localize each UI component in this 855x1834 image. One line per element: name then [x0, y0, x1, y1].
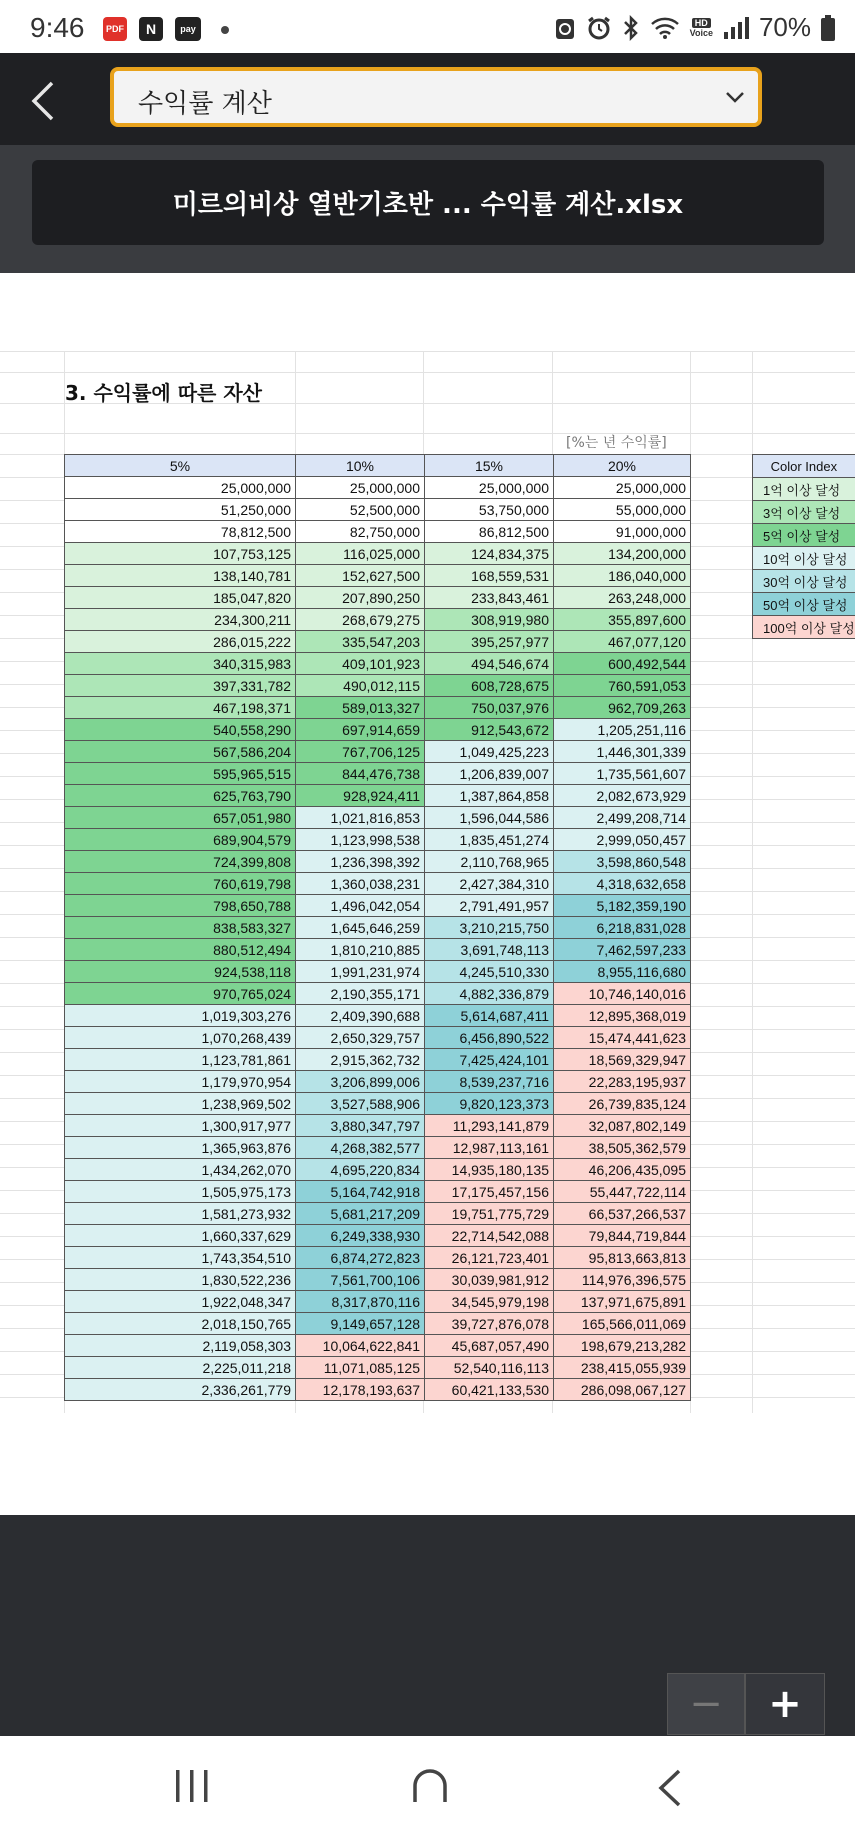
legend-row: [753, 547, 855, 570]
table-cell[interactable]: 494,546,674: [425, 653, 554, 675]
table-cell[interactable]: 55,447,722,114: [554, 1181, 691, 1203]
table-cell[interactable]: 34,545,979,198: [425, 1291, 554, 1313]
table-cell[interactable]: 1,496,042,054: [296, 895, 425, 917]
legend-item[interactable]: 100억 이상 달성: [753, 616, 855, 639]
pdf-notification-icon: PDF: [103, 17, 127, 41]
table-cell[interactable]: 6,874,272,823: [296, 1247, 425, 1269]
table-row: [65, 983, 691, 1005]
table-row: [65, 851, 691, 873]
table-cell[interactable]: 355,897,600: [554, 609, 691, 631]
table-cell[interactable]: 268,679,275: [296, 609, 425, 631]
table-cell[interactable]: 38,505,362,579: [554, 1137, 691, 1159]
hd-label: HD: [692, 18, 711, 28]
table-row: [65, 829, 691, 851]
pay-notification-icon: pay: [175, 17, 201, 41]
table-row: [65, 1181, 691, 1203]
table-cell[interactable]: 2,110,768,965: [425, 851, 554, 873]
table-cell[interactable]: 3,527,588,906: [296, 1093, 425, 1115]
table-cell[interactable]: 760,619,798: [65, 873, 296, 895]
table-cell[interactable]: 5,614,687,411: [425, 1005, 554, 1027]
table-cell[interactable]: 51,250,000: [65, 499, 296, 521]
row-gridline: [0, 433, 855, 434]
status-bar: [0, 0, 855, 53]
signal-icon: [723, 16, 749, 40]
table-row: [65, 499, 691, 521]
table-cell[interactable]: 4,268,382,577: [296, 1137, 425, 1159]
table-cell[interactable]: 1,596,044,586: [425, 807, 554, 829]
table-cell[interactable]: 134,200,000: [554, 543, 691, 565]
recycle-icon: [554, 15, 576, 41]
table-cell[interactable]: 6,218,831,028: [554, 917, 691, 939]
table-cell[interactable]: 207,890,250: [296, 587, 425, 609]
table-row: [65, 1027, 691, 1049]
table-cell[interactable]: 4,318,632,658: [554, 873, 691, 895]
table-cell[interactable]: 25,000,000: [296, 477, 425, 499]
table-cell[interactable]: 1,365,963,876: [65, 1137, 296, 1159]
system-navigation-bar: [0, 1736, 855, 1834]
table-cell[interactable]: 52,500,000: [296, 499, 425, 521]
table-cell[interactable]: 1,123,781,861: [65, 1049, 296, 1071]
table-cell[interactable]: 724,399,808: [65, 851, 296, 873]
sheet-note: [%는 년 수익률]: [566, 435, 667, 451]
table-cell[interactable]: 1,123,998,538: [296, 829, 425, 851]
table-cell[interactable]: 397,331,782: [65, 675, 296, 697]
bluetooth-icon: [622, 15, 640, 41]
table-cell[interactable]: 608,728,675: [425, 675, 554, 697]
legend-row: [753, 616, 855, 639]
table-cell[interactable]: 3,691,748,113: [425, 939, 554, 961]
color-index-legend: [752, 454, 855, 639]
table-cell[interactable]: 52,540,116,113: [425, 1357, 554, 1379]
table-cell[interactable]: 1,360,038,231: [296, 873, 425, 895]
table-cell[interactable]: 595,965,515: [65, 763, 296, 785]
status-time: 9:46: [30, 12, 85, 43]
legend-header-row: [753, 455, 855, 478]
table-cell[interactable]: 95,813,663,813: [554, 1247, 691, 1269]
table-cell[interactable]: 838,583,327: [65, 917, 296, 939]
table-cell[interactable]: 22,714,542,088: [425, 1225, 554, 1247]
table-row: [65, 653, 691, 675]
table-cell[interactable]: 26,121,723,401: [425, 1247, 554, 1269]
table-cell[interactable]: 1,660,337,629: [65, 1225, 296, 1247]
table-cell[interactable]: 5,681,217,209: [296, 1203, 425, 1225]
table-row: [65, 1379, 691, 1401]
table-cell[interactable]: 25,000,000: [425, 477, 554, 499]
table-header-row: [65, 455, 691, 477]
chevron-down-icon: [724, 87, 746, 107]
table-cell[interactable]: 53,750,000: [425, 499, 554, 521]
table-cell[interactable]: 308,919,980: [425, 609, 554, 631]
table-cell[interactable]: 45,687,057,490: [425, 1335, 554, 1357]
table-cell[interactable]: 82,750,000: [296, 521, 425, 543]
table-cell[interactable]: 689,904,579: [65, 829, 296, 851]
table-cell[interactable]: 924,538,118: [65, 961, 296, 983]
legend-row: [753, 570, 855, 593]
recent-apps-icon[interactable]: [172, 1768, 212, 1804]
legend-row: [753, 524, 855, 547]
table-cell[interactable]: 767,706,125: [296, 741, 425, 763]
table-cell[interactable]: 467,077,120: [554, 631, 691, 653]
table-cell[interactable]: 8,539,237,716: [425, 1071, 554, 1093]
table-row: [65, 1115, 691, 1137]
table-cell[interactable]: 1,179,970,954: [65, 1071, 296, 1093]
table-cell[interactable]: 5,164,742,918: [296, 1181, 425, 1203]
table-cell[interactable]: 114,976,396,575: [554, 1269, 691, 1291]
table-cell[interactable]: 25,000,000: [554, 477, 691, 499]
table-cell[interactable]: 490,012,115: [296, 675, 425, 697]
table-cell[interactable]: 3,210,215,750: [425, 917, 554, 939]
table-row: [65, 543, 691, 565]
table-body: [65, 477, 691, 1401]
column-header[interactable]: 15%: [425, 455, 554, 477]
table-cell[interactable]: 1,743,354,510: [65, 1247, 296, 1269]
table-cell[interactable]: 3,206,899,006: [296, 1071, 425, 1093]
table-cell[interactable]: 6,249,338,930: [296, 1225, 425, 1247]
table-cell[interactable]: 1,206,839,007: [425, 763, 554, 785]
table-row: [65, 1049, 691, 1071]
table-row: [65, 1137, 691, 1159]
table-cell[interactable]: 233,843,461: [425, 587, 554, 609]
table-cell[interactable]: 10,064,622,841: [296, 1335, 425, 1357]
table-cell[interactable]: 10,746,140,016: [554, 983, 691, 1005]
table-cell[interactable]: 8,955,116,680: [554, 961, 691, 983]
table-cell[interactable]: 600,492,544: [554, 653, 691, 675]
table-cell[interactable]: 2,119,058,303: [65, 1335, 296, 1357]
table-cell[interactable]: 1,830,522,236: [65, 1269, 296, 1291]
table-row: [65, 477, 691, 499]
table-cell[interactable]: 30,039,981,912: [425, 1269, 554, 1291]
zoom-in-button[interactable]: +: [745, 1673, 825, 1735]
table-cell[interactable]: 86,812,500: [425, 521, 554, 543]
table-row: [65, 1269, 691, 1291]
table-cell[interactable]: 3,880,347,797: [296, 1115, 425, 1137]
table-row: [65, 763, 691, 785]
table-cell[interactable]: 11,293,141,879: [425, 1115, 554, 1137]
alarm-icon: [586, 15, 612, 41]
table-cell[interactable]: 8,317,870,116: [296, 1291, 425, 1313]
table-row: [65, 521, 691, 543]
table-cell[interactable]: 107,753,125: [65, 543, 296, 565]
table-cell[interactable]: 66,537,266,537: [554, 1203, 691, 1225]
table-cell[interactable]: 12,895,368,019: [554, 1005, 691, 1027]
home-icon[interactable]: [410, 1768, 450, 1804]
table-cell[interactable]: 760,591,053: [554, 675, 691, 697]
legend-row: [753, 501, 855, 524]
table-cell[interactable]: 17,175,457,156: [425, 1181, 554, 1203]
table-cell[interactable]: 589,013,327: [296, 697, 425, 719]
table-row: [65, 1291, 691, 1313]
table-cell[interactable]: 91,000,000: [554, 521, 691, 543]
table-cell[interactable]: 2,082,673,929: [554, 785, 691, 807]
table-cell[interactable]: 2,427,384,310: [425, 873, 554, 895]
table-cell[interactable]: 2,650,329,757: [296, 1027, 425, 1049]
legend-header[interactable]: Color Index: [753, 455, 855, 478]
legend-row: [753, 478, 855, 501]
table-cell[interactable]: 3,598,860,548: [554, 851, 691, 873]
returns-table: [64, 454, 691, 1401]
table-cell[interactable]: 152,627,500: [296, 565, 425, 587]
table-cell[interactable]: 165,566,011,069: [554, 1313, 691, 1335]
legend-row: [753, 593, 855, 616]
file-title-bar: [0, 145, 855, 273]
table-cell[interactable]: 2,999,050,457: [554, 829, 691, 851]
table-cell[interactable]: 168,559,531: [425, 565, 554, 587]
table-row: [65, 895, 691, 917]
table-row: [65, 1203, 691, 1225]
table-cell[interactable]: 4,695,220,834: [296, 1159, 425, 1181]
table-cell[interactable]: 14,935,180,135: [425, 1159, 554, 1181]
sheet-selector-value: 수익률 계산: [138, 89, 272, 119]
table-cell[interactable]: 409,101,923: [296, 653, 425, 675]
table-cell[interactable]: 186,040,000: [554, 565, 691, 587]
table-cell[interactable]: 32,087,802,149: [554, 1115, 691, 1137]
table-cell[interactable]: 567,586,204: [65, 741, 296, 763]
table-cell[interactable]: 2,499,208,714: [554, 807, 691, 829]
table-row: [65, 917, 691, 939]
battery-icon: [821, 15, 835, 41]
table-cell[interactable]: 7,561,700,106: [296, 1269, 425, 1291]
table-cell[interactable]: 1,300,917,977: [65, 1115, 296, 1137]
table-cell[interactable]: 1,238,969,502: [65, 1093, 296, 1115]
table-cell[interactable]: 1,835,451,274: [425, 829, 554, 851]
wifi-icon: [650, 16, 680, 40]
table-cell[interactable]: 1,387,864,858: [425, 785, 554, 807]
table-row: [65, 807, 691, 829]
table-cell[interactable]: 12,987,113,161: [425, 1137, 554, 1159]
table-cell[interactable]: 340,315,983: [65, 653, 296, 675]
table-cell[interactable]: 6,456,890,522: [425, 1027, 554, 1049]
table-cell[interactable]: 928,924,411: [296, 785, 425, 807]
legend-item[interactable]: 3억 이상 달성: [753, 501, 855, 524]
table-cell[interactable]: 286,098,067,127: [554, 1379, 691, 1401]
table-cell[interactable]: 1,049,425,223: [425, 741, 554, 763]
legend-item[interactable]: 5억 이상 달성: [753, 524, 855, 547]
table-cell[interactable]: 1,446,301,339: [554, 741, 691, 763]
table-cell[interactable]: 625,763,790: [65, 785, 296, 807]
sheet-section-title: 3. 수익률에 따른 자산: [65, 381, 262, 405]
table-cell[interactable]: 1,021,816,853: [296, 807, 425, 829]
legend-item[interactable]: 10억 이상 달성: [753, 547, 855, 570]
table-cell[interactable]: 540,558,290: [65, 719, 296, 741]
table-row: [65, 1159, 691, 1181]
table-row: [65, 1005, 691, 1027]
table-cell[interactable]: 138,140,781: [65, 565, 296, 587]
table-row: [65, 961, 691, 983]
table-cell[interactable]: 5,182,359,190: [554, 895, 691, 917]
table-cell[interactable]: 185,047,820: [65, 587, 296, 609]
table-cell[interactable]: 2,225,011,218: [65, 1357, 296, 1379]
sheet-selector-dropdown[interactable]: [110, 67, 762, 127]
table-cell[interactable]: 1,205,251,116: [554, 719, 691, 741]
table-cell[interactable]: 26,739,835,124: [554, 1093, 691, 1115]
table-cell[interactable]: 1,922,048,347: [65, 1291, 296, 1313]
table-cell[interactable]: 1,019,303,276: [65, 1005, 296, 1027]
table-cell[interactable]: 750,037,976: [425, 697, 554, 719]
table-cell[interactable]: 39,727,876,078: [425, 1313, 554, 1335]
back-icon[interactable]: [655, 1768, 685, 1808]
table-cell[interactable]: 395,257,977: [425, 631, 554, 653]
table-cell[interactable]: 234,300,211: [65, 609, 296, 631]
back-arrow-icon[interactable]: [26, 79, 62, 123]
table-cell[interactable]: 2,018,150,765: [65, 1313, 296, 1335]
table-cell[interactable]: 116,025,000: [296, 543, 425, 565]
table-cell[interactable]: 467,198,371: [65, 697, 296, 719]
column-header[interactable]: 10%: [296, 455, 425, 477]
table-row: [65, 1247, 691, 1269]
table-cell[interactable]: 19,751,775,729: [425, 1203, 554, 1225]
table-row: [65, 675, 691, 697]
table-cell[interactable]: 1,810,210,885: [296, 939, 425, 961]
table-cell[interactable]: 238,415,055,939: [554, 1357, 691, 1379]
table-cell[interactable]: 970,765,024: [65, 983, 296, 1005]
table-row: [65, 609, 691, 631]
hd-voice-icon: [690, 18, 713, 38]
table-row: [65, 697, 691, 719]
table-row: [65, 1093, 691, 1115]
table-cell[interactable]: 9,149,657,128: [296, 1313, 425, 1335]
table-cell[interactable]: 60,421,133,530: [425, 1379, 554, 1401]
table-cell[interactable]: 12,178,193,637: [296, 1379, 425, 1401]
legend-item[interactable]: 30억 이상 달성: [753, 570, 855, 593]
table-cell[interactable]: 15,474,441,623: [554, 1027, 691, 1049]
table-cell[interactable]: 2,409,390,688: [296, 1005, 425, 1027]
table-cell[interactable]: 11,071,085,125: [296, 1357, 425, 1379]
table-cell[interactable]: 962,709,263: [554, 697, 691, 719]
table-row: [65, 565, 691, 587]
table-row: [65, 631, 691, 653]
table-row: [65, 1071, 691, 1093]
column-header[interactable]: 5%: [65, 455, 296, 477]
table-cell[interactable]: 335,547,203: [296, 631, 425, 653]
table-cell[interactable]: 1,434,262,070: [65, 1159, 296, 1181]
table-cell[interactable]: 1,236,398,392: [296, 851, 425, 873]
file-title: 미르의비상 열반기초반 ... 수익률 계산.xlsx: [32, 160, 824, 245]
table-cell[interactable]: 1,991,231,974: [296, 961, 425, 983]
table-cell[interactable]: 1,735,561,607: [554, 763, 691, 785]
table-cell[interactable]: 22,283,195,937: [554, 1071, 691, 1093]
table-cell[interactable]: 2,336,261,779: [65, 1379, 296, 1401]
table-cell[interactable]: 137,971,675,891: [554, 1291, 691, 1313]
legend-item[interactable]: 1억 이상 달성: [753, 478, 855, 501]
table-cell[interactable]: 2,915,362,732: [296, 1049, 425, 1071]
table-cell[interactable]: 55,000,000: [554, 499, 691, 521]
table-cell[interactable]: 2,791,491,957: [425, 895, 554, 917]
table-row: [65, 1225, 691, 1247]
table-cell[interactable]: 844,476,738: [296, 763, 425, 785]
table-cell[interactable]: 1,645,646,259: [296, 917, 425, 939]
table-cell[interactable]: 198,679,213,282: [554, 1335, 691, 1357]
column-header[interactable]: 20%: [554, 455, 691, 477]
table-row: [65, 1335, 691, 1357]
table-cell[interactable]: 1,581,273,932: [65, 1203, 296, 1225]
table-cell[interactable]: 798,650,788: [65, 895, 296, 917]
app-bar: [0, 53, 855, 145]
table-cell[interactable]: 79,844,719,844: [554, 1225, 691, 1247]
table-cell[interactable]: 912,543,672: [425, 719, 554, 741]
table-cell[interactable]: 880,512,494: [65, 939, 296, 961]
table-cell[interactable]: 286,015,222: [65, 631, 296, 653]
table-cell[interactable]: 697,914,659: [296, 719, 425, 741]
table-cell[interactable]: 4,245,510,330: [425, 961, 554, 983]
table-cell[interactable]: 1,070,268,439: [65, 1027, 296, 1049]
row-gridline: [0, 372, 855, 373]
table-cell[interactable]: 46,206,435,095: [554, 1159, 691, 1181]
voice-label: Voice: [689, 27, 713, 38]
table-row: [65, 587, 691, 609]
table-cell[interactable]: 18,569,329,947: [554, 1049, 691, 1071]
table-cell[interactable]: 25,000,000: [65, 477, 296, 499]
table-cell[interactable]: 7,462,597,233: [554, 939, 691, 961]
table-cell[interactable]: 4,882,336,879: [425, 983, 554, 1005]
zoom-controls: [667, 1673, 825, 1735]
table-cell[interactable]: 9,820,123,373: [425, 1093, 554, 1115]
zoom-out-button[interactable]: −: [667, 1673, 745, 1735]
table-row: [65, 741, 691, 763]
table-cell[interactable]: 78,812,500: [65, 521, 296, 543]
spreadsheet-view[interactable]: [0, 273, 855, 1515]
legend-item[interactable]: 50억 이상 달성: [753, 593, 855, 616]
table-cell[interactable]: 263,248,000: [554, 587, 691, 609]
table-cell[interactable]: 124,834,375: [425, 543, 554, 565]
table-row: [65, 873, 691, 895]
table-row: [65, 719, 691, 741]
status-right-icons: [554, 12, 835, 43]
table-row: [65, 1313, 691, 1335]
naver-notification-icon: N: [139, 17, 163, 41]
row-gridline: [0, 351, 855, 352]
table-cell[interactable]: 657,051,980: [65, 807, 296, 829]
table-row: [65, 1357, 691, 1379]
table-row: [65, 785, 691, 807]
table-cell[interactable]: 2,190,355,171: [296, 983, 425, 1005]
battery-percent: 70%: [758, 12, 811, 42]
more-notifications-dot-icon: [221, 26, 229, 34]
table-row: [65, 939, 691, 961]
table-cell[interactable]: 1,505,975,173: [65, 1181, 296, 1203]
table-cell[interactable]: 7,425,424,101: [425, 1049, 554, 1071]
